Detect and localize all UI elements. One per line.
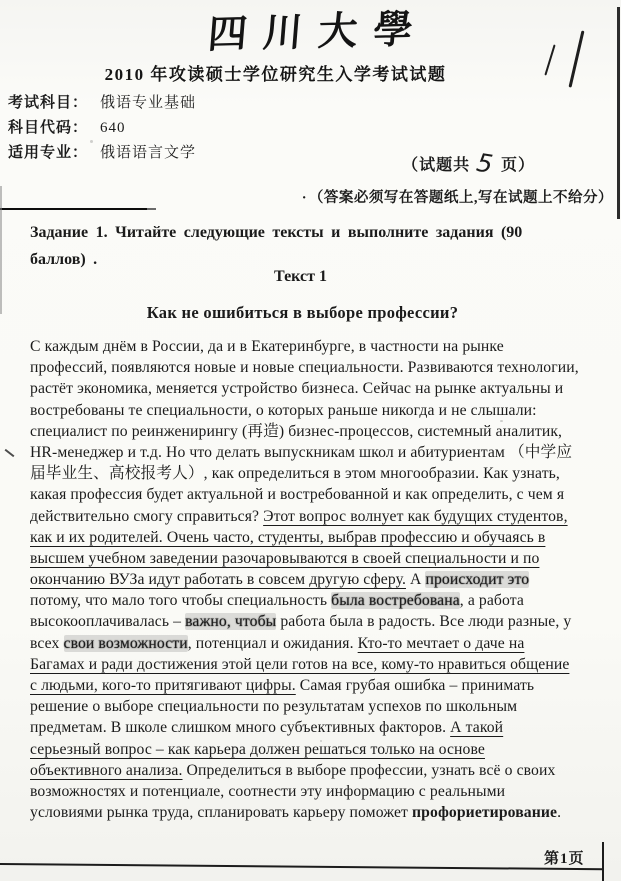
task-heading [30,219,532,273]
scan-edge-artifact-right [617,7,620,219]
text-line [30,760,608,781]
answer-instruction-note [302,186,613,207]
text-line [30,611,608,632]
text-segment: А такой [450,719,504,737]
text-segment: какая профессия будет актуальной и востребованной и как определить, с чем я [30,486,565,504]
text-segment: 届毕业生、高校报考人）, как определиться в этом многообразии. Как узнать, [30,465,560,483]
page-number: 第1页 [544,851,585,867]
text-line [30,336,608,357]
text-segment: возможностях и потенциале, соотнести эту информацию с реальными [30,782,506,800]
text-segment: серьезный вопрос – как карьера должен решаться только на основе [30,740,485,758]
text-segment: . [557,804,562,822]
text-segment: всех [30,634,64,652]
meta-rows [8,92,196,167]
text-segment: как и их родителей. Очень часто, студенты, выбрав профессию и обучаясь в [30,528,546,546]
text-segment: действительно смогу справиться? [30,507,264,525]
text-line [30,739,608,760]
text-line [30,781,608,802]
text-segment: Багамах и ради достижения этой цели готов на все, кому-то нравиться общение [30,655,570,673]
footer-rule-line [0,863,604,870]
scan-speck [90,140,93,143]
text-segment: Кто-то мечтает о даче на [357,634,525,652]
meta-row [8,142,196,167]
text-segment: HR-менеджер и т.д. Но что делать выпускникам школ и абитуриентам （中学应 [30,443,573,461]
text-segment: , а работа [459,592,524,610]
meta-value: 俄语语言文学 [100,145,197,161]
text-line [30,357,608,378]
text-segment: профессий, появляются новые и новые специальности. Развиваются технологии, [30,359,579,377]
text-segment: , потенциал и ожидания. [187,634,358,652]
text-line [30,654,608,675]
handwritten-page-count: 5 [474,147,496,180]
text-segment: Определиться в выборе профессии, узнать всё о своих [182,761,556,779]
task-heading-line2: баллов) . [30,251,98,268]
pages-count-note [402,147,535,180]
text-segment: востребованы те специальности, о которых раньше никогда и не слышали: [30,401,537,419]
text-line [30,590,608,611]
meta-label: 科目代码： [8,120,89,136]
text-line [30,633,608,654]
text-segment: потому, что мало того чтобы специальность [30,592,332,610]
text-line [30,527,608,548]
text-segment: Этот вопрос волнует как будущих студентов, [263,507,568,525]
text-segment: предметам. В школе слишком много субъективных факторов. [30,719,451,737]
text-segment: Самая грубая ошибка – принимать [295,677,535,694]
text-segment: важно, чтобы [185,613,277,631]
scan-speck [320,740,322,742]
text-segment: происходит это [425,571,530,589]
meta-label: 适用专业： [8,145,89,161]
text-line [30,675,608,696]
answer-note-text: （答案必须写在答题纸上,写在试题上不给分） [316,190,613,206]
text-segment: решение о выборе специальности по результатам успехов по школьным [30,698,518,716]
pages-note-suffix: 页） [500,157,535,174]
text-segment: С каждым днём в России, да и в Екатеринбурге, в частности на рынке [30,338,504,355]
text-line [30,548,608,569]
text-segment: объективного анализа. [30,761,183,779]
scan-edge-artifact-left [0,186,2,314]
text-line [30,717,608,738]
text-line [30,506,608,527]
text-line [30,421,608,442]
text-segment: высокооплачивалась – [30,613,186,631]
meta-value: 俄语专业基础 [100,95,197,111]
scan-speck [500,420,503,422]
text-segment: А [406,571,426,589]
text-line [30,463,608,484]
text-line [30,802,608,823]
text-segment: специалист по реинженирингу (再造) бизнес-процессов, системный аналитик, [30,422,563,440]
task-heading-line1: Задание 1. Читайте следующие тексты и выполните задания (90 [30,224,523,241]
meta-label: 考试科目： [8,95,89,111]
page-number-tick-line [602,842,604,881]
bullet-dot: · [301,190,308,206]
exam-title: 2010 年攻读硕士学位研究生入学考试试题 [104,65,447,84]
text-line [30,442,608,463]
text-segment: растёт экономика, меняется устройство бизнеса. Сейчас на рынке актуальны и [30,380,564,398]
meta-value: 640 [100,120,126,136]
text-segment: профориетирование [412,804,558,822]
text-line [30,378,608,399]
text-segment: окончанию ВУЗа идут работать в совсем другую сферу. [30,571,406,589]
meta-row [8,117,196,142]
text-segment: условиями рынка труда, спланировать карьеру поможет [30,804,413,822]
pages-note-prefix: （试题共 [402,157,471,174]
text-line [30,400,608,421]
meta-row [8,92,196,117]
passage [30,336,608,823]
text-segment: с людьми, кого-то притягивают цифры. [30,677,296,694]
passage-title: Как не ошибиться в выборе профессии? [146,303,459,322]
text-segment: свои возможности [63,634,188,652]
text-segment: высшем учебном заведении разочаровываются в своей специальности и по [30,549,540,567]
university-calligraphy-title: 四川大學 [206,7,431,57]
text-segment: была востребована [331,592,460,610]
text-line [30,484,608,505]
text-line [30,569,608,590]
text-segment: работа была в радость. Все люди разные, у [276,613,572,631]
header-divider-line [0,208,147,210]
handwritten-tick-mark [5,449,15,457]
text-line [30,696,608,717]
text-number-label: Текст 1 [274,268,327,285]
